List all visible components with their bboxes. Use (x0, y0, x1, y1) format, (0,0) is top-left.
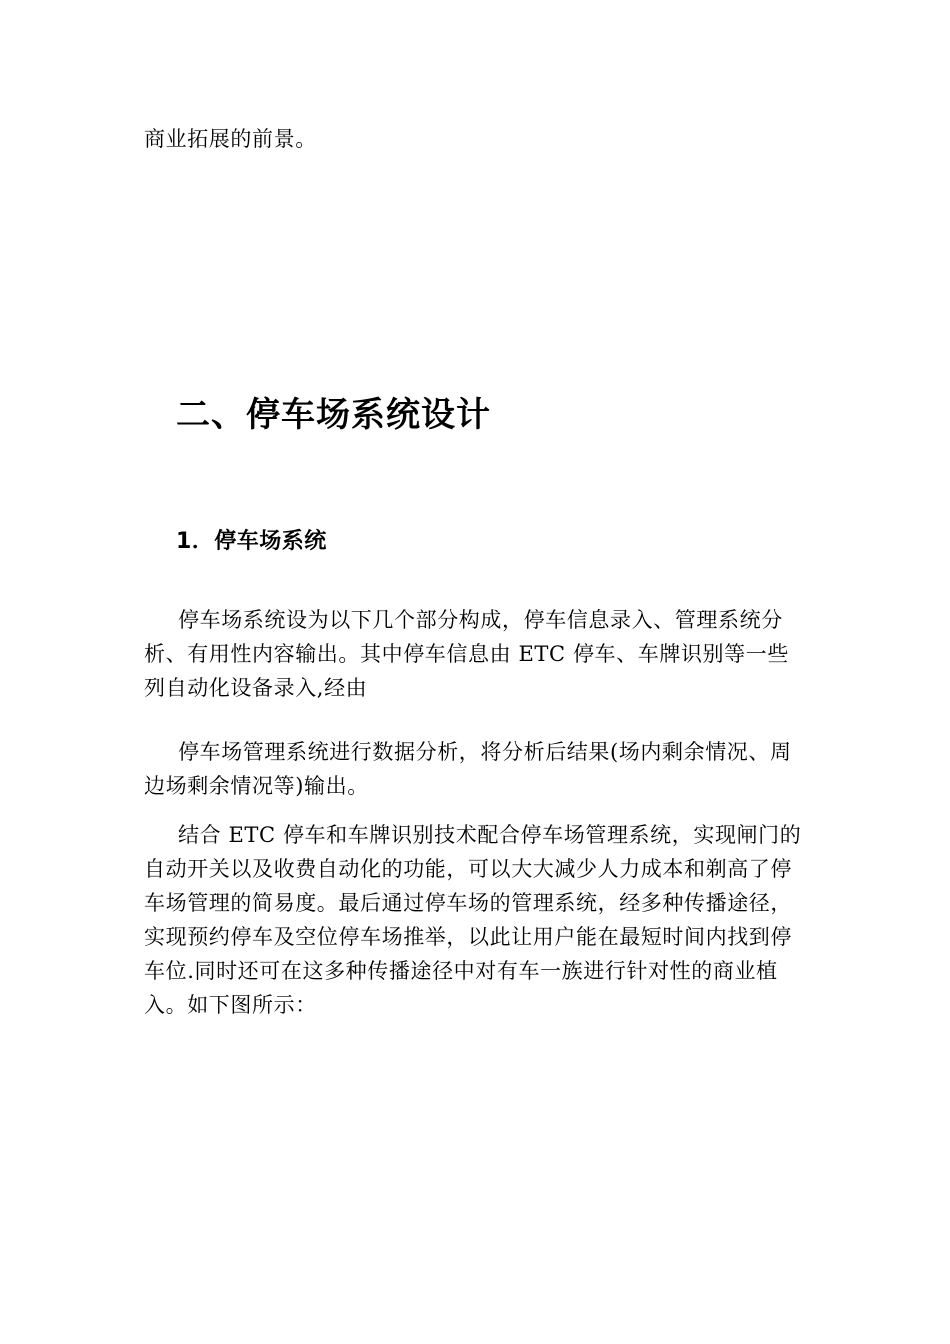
carry-over-text: 商业拓展的前景。 (144, 127, 317, 151)
paragraph-system-composition: 停车场系统设为以下几个部分构成，停车信息录入、管理系统分析、有用性内容输出。其中停车信息由 ETC 停车、车牌识别等一些列自动化设备录入,经由 (144, 608, 789, 700)
section-heading: 1．停车场系统 (176, 529, 327, 554)
paragraph-etc-integration: 结合 ETC 停车和车牌识别技术配合停车场管理系统，实现闸门的自动开关以及收费自动化的功能，可以大大减少人力成本和剃高了停车场管理的简易度。最后通过停车场的管理系统，经多种传播途径，实现预约停车及空位停车场推举，以此让用户能在最短时间内找到停车位.同时还可在这多种传播途径中对有车一族进行针对性的商业植入。如下图所示： (144, 823, 802, 1017)
paragraph-data-analysis: 停车场管理系统进行数据分析，将分析后结果(场内剩余情况、周边场剩余情况等)输出。 (144, 740, 792, 798)
chapter-heading: 二、停车场系统设计 (176, 395, 491, 435)
